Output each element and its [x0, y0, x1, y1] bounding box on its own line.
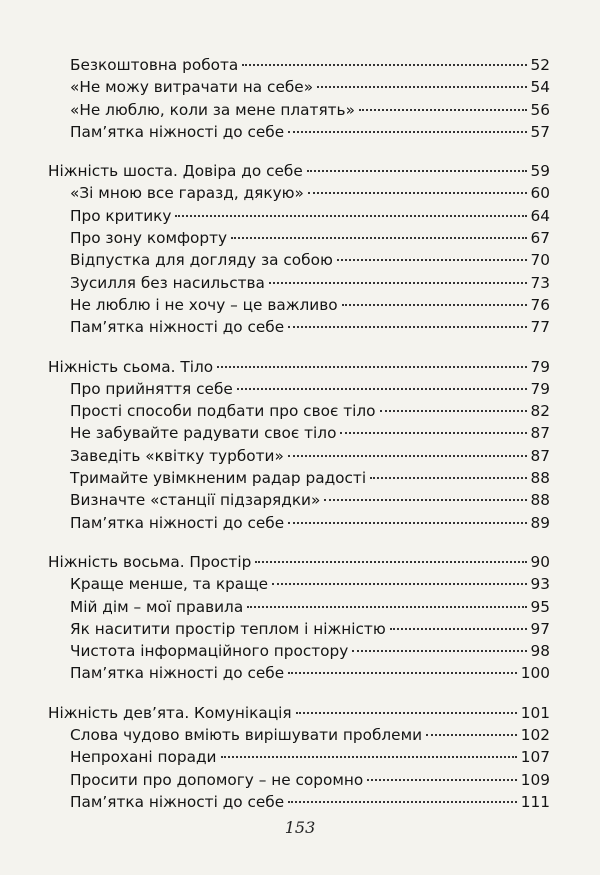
toc-entry-page: 97 — [530, 619, 550, 638]
toc-entry-title: Чистота інформаційного простору — [70, 642, 349, 661]
toc-entry-page: 93 — [530, 575, 550, 594]
toc-entry-page: 60 — [530, 184, 550, 203]
toc-chapter-heading-page: 90 — [530, 552, 550, 571]
dot-leader — [221, 756, 517, 758]
toc-entry — [48, 422, 550, 444]
page-number: 153 — [284, 818, 316, 837]
toc-entry-page: 54 — [530, 78, 550, 97]
dot-leader — [242, 64, 526, 66]
toc-entry-page: 100 — [520, 664, 550, 683]
toc-entry-page: 70 — [530, 251, 550, 270]
toc-chapter-heading-title: Ніжність сьома. Тіло — [48, 357, 214, 376]
toc-chapter-heading-page: 59 — [530, 162, 550, 181]
dot-leader — [288, 131, 526, 133]
toc-entry-title: Тримайте увімкненим радар радості — [70, 469, 367, 488]
toc-entry — [48, 662, 550, 684]
toc-chapter-heading — [48, 702, 550, 724]
dot-leader — [352, 650, 526, 652]
toc-entry-title: «Не люблю, коли за мене платять» — [70, 100, 355, 119]
toc-entry — [48, 182, 550, 204]
toc-entry-page: 82 — [530, 402, 550, 421]
toc-entry-title: Не забувайте радувати своє тіло — [70, 424, 337, 443]
toc-chapter-heading — [48, 160, 550, 182]
toc-entry — [48, 467, 550, 489]
dot-leader — [247, 606, 526, 608]
toc-entry-page: 88 — [530, 491, 550, 510]
toc-entry-title: Просити про допомогу – не соромно — [70, 770, 364, 789]
dot-leader — [390, 628, 527, 630]
toc-entry — [48, 227, 550, 249]
toc-entry — [48, 316, 550, 338]
toc-entry — [48, 294, 550, 316]
toc-entry — [48, 99, 550, 121]
toc-entry-page: 102 — [520, 726, 550, 745]
toc-entry-page: 88 — [530, 469, 550, 488]
toc-entry — [48, 378, 550, 400]
toc-entry-page: 77 — [530, 318, 550, 337]
toc-entry-page: 76 — [530, 295, 550, 314]
toc-entry — [48, 769, 550, 791]
dot-leader — [367, 779, 517, 781]
dot-leader — [272, 583, 527, 585]
dot-leader — [288, 672, 517, 674]
dot-leader — [231, 237, 526, 239]
toc-entry-title: Мій дім – мої правила — [70, 597, 244, 616]
toc-entry-title: Пам’ятка ніжності до себе — [70, 664, 285, 683]
toc-entry-page: 79 — [530, 379, 550, 398]
toc-entry — [48, 640, 550, 662]
dot-leader — [288, 522, 526, 524]
toc-entry-title: Зусилля без насильства — [70, 273, 265, 292]
toc-chapter-heading-title: Ніжність шоста. Довіра до себе — [48, 162, 303, 181]
toc-entry-page: 107 — [520, 748, 550, 767]
toc-entry — [48, 445, 550, 467]
toc-entry-page: 98 — [530, 642, 550, 661]
toc-entry — [48, 724, 550, 746]
toc-entry-title: «Зі мною все гаразд, дякую» — [70, 184, 304, 203]
toc-section — [48, 160, 550, 338]
toc-section — [48, 702, 550, 813]
toc-chapter-heading — [48, 551, 550, 573]
toc-entry — [48, 400, 550, 422]
toc-entry-page: 56 — [530, 100, 550, 119]
dot-leader — [324, 499, 526, 501]
toc-entry-title: Як наситити простір теплом і ніжністю — [70, 619, 386, 638]
dot-leader — [426, 734, 517, 736]
toc-entry — [48, 205, 550, 227]
toc-entry — [48, 573, 550, 595]
dot-leader — [217, 366, 526, 368]
toc-entry-title: Слова чудово вміють вирішувати проблеми — [70, 726, 423, 745]
dot-leader — [175, 215, 526, 217]
dot-leader — [237, 388, 527, 390]
toc-entry-page: 73 — [530, 273, 550, 292]
dot-leader — [317, 86, 526, 88]
toc-entry-title: Про зону комфорту — [70, 229, 228, 248]
toc-entry-title: Безкоштовна робота — [70, 56, 239, 74]
toc-entry-title: Заведіть «квітку турботи» — [70, 446, 284, 465]
toc-entry-title: Пам’ятка ніжності до себе — [70, 513, 285, 532]
toc-section — [48, 54, 550, 143]
toc-entry — [48, 121, 550, 143]
toc-entry-page: 57 — [530, 122, 550, 141]
toc-entry — [48, 791, 550, 813]
toc-entry-page: 109 — [520, 770, 550, 789]
toc-entry-title: Пам’ятка ніжності до себе — [70, 122, 285, 141]
dot-leader — [370, 477, 526, 479]
dot-leader — [342, 304, 527, 306]
toc-entry — [48, 618, 550, 640]
dot-leader — [308, 192, 527, 194]
toc-entry — [48, 746, 550, 768]
toc-entry-title: Пам’ятка ніжності до себе — [70, 792, 285, 811]
toc-entry-page: 95 — [530, 597, 550, 616]
toc-entry-title: Непрохані поради — [70, 748, 217, 767]
toc-entry-title: Відпустка для догляду за собою — [70, 251, 333, 270]
toc-entry — [48, 596, 550, 618]
toc-entry-title: Про критику — [70, 206, 172, 225]
table-of-contents — [48, 54, 550, 830]
toc-entry-title: «Не можу витрачати на себе» — [70, 78, 314, 97]
toc-chapter-heading-title: Ніжність восьма. Простір — [48, 552, 252, 571]
toc-entry-page: 89 — [530, 513, 550, 532]
toc-entry-page: 67 — [530, 229, 550, 248]
toc-entry — [48, 76, 550, 98]
toc-section — [48, 551, 550, 685]
toc-chapter-heading-page: 79 — [530, 357, 550, 376]
toc-entry-title: Про прийняття себе — [70, 379, 233, 398]
toc-chapter-heading-page: 101 — [520, 703, 550, 722]
toc-entry-page: 87 — [530, 424, 550, 443]
toc-entry — [48, 249, 550, 271]
dot-leader — [269, 282, 527, 284]
toc-chapter-heading — [48, 356, 550, 378]
dot-leader — [288, 455, 527, 457]
toc-entry-title: Краще менше, та краще — [70, 575, 269, 594]
dot-leader — [340, 432, 526, 434]
toc-entry-title: Визначте «станції підзарядки» — [70, 491, 321, 510]
toc-entry — [48, 512, 550, 534]
toc-entry — [48, 272, 550, 294]
toc-entry-page: 52 — [530, 56, 550, 74]
dot-leader — [288, 801, 517, 803]
toc-entry — [48, 54, 550, 76]
toc-entry-title: Прості способи подбати про своє тіло — [70, 402, 376, 421]
toc-entry-page: 87 — [530, 446, 550, 465]
toc-section — [48, 356, 550, 534]
dot-leader — [359, 109, 527, 111]
dot-leader — [307, 170, 527, 172]
dot-leader — [255, 561, 526, 563]
toc-chapter-heading-title: Ніжність дев’ята. Комунікація — [48, 703, 292, 722]
dot-leader — [337, 259, 527, 261]
toc-entry-title: Пам’ятка ніжності до себе — [70, 318, 285, 337]
toc-entry — [48, 489, 550, 511]
dot-leader — [380, 410, 527, 412]
dot-leader — [288, 326, 526, 328]
toc-entry-title: Не люблю і не хочу – це важливо — [70, 295, 338, 314]
toc-entry-page: 64 — [530, 206, 550, 225]
dot-leader — [296, 712, 517, 714]
toc-entry-page: 111 — [520, 792, 550, 811]
